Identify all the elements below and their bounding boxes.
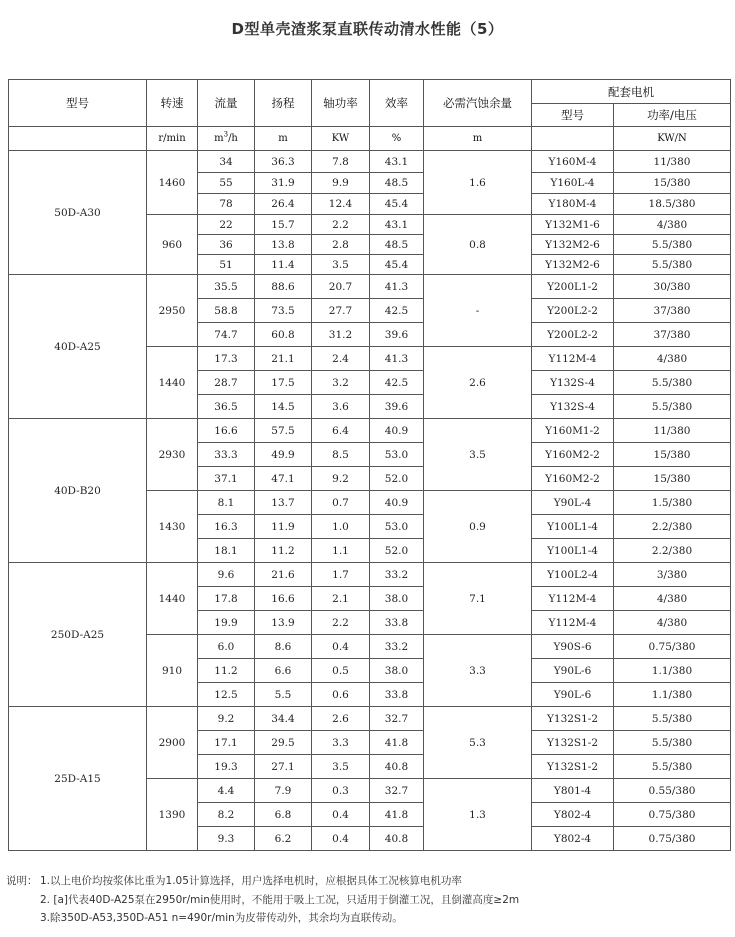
- shaft-power-cell: 2.8: [312, 235, 370, 255]
- head-cell: 7.9: [255, 779, 312, 803]
- motor-power-cell: 0.55/380: [614, 779, 731, 803]
- flow-cell: 17.1: [198, 731, 255, 755]
- efficiency-cell: 52.0: [370, 467, 424, 491]
- motor-power-cell: 5.5/380: [614, 395, 731, 419]
- shaft-power-cell: 3.3: [312, 731, 370, 755]
- motor-model-cell: Y160M2-2: [532, 443, 614, 467]
- shaft-power-cell: 0.3: [312, 779, 370, 803]
- motor-model-cell: Y200L2-2: [532, 323, 614, 347]
- motor-power-cell: 11/380: [614, 151, 731, 173]
- flow-cell: 78: [198, 194, 255, 215]
- shaft-power-cell: 0.5: [312, 659, 370, 683]
- motor-power-cell: 2.2/380: [614, 515, 731, 539]
- shaft-power-cell: 3.5: [312, 255, 370, 275]
- head-cell: 21.6: [255, 563, 312, 587]
- unit-head: m: [255, 127, 312, 151]
- flow-cell: 19.9: [198, 611, 255, 635]
- flow-cell: 51: [198, 255, 255, 275]
- header-model: 型号: [9, 80, 147, 127]
- head-cell: 5.5: [255, 683, 312, 707]
- head-cell: 26.4: [255, 194, 312, 215]
- head-cell: 6.6: [255, 659, 312, 683]
- note-text: 3.除350D-A53,350D-A51 n=490r/min为皮带传动外，其余均为直联传动。: [40, 912, 403, 924]
- flow-cell: 28.7: [198, 371, 255, 395]
- model-cell: 25D-A15: [9, 707, 147, 851]
- head-cell: 47.1: [255, 467, 312, 491]
- efficiency-cell: 33.8: [370, 611, 424, 635]
- head-cell: 11.4: [255, 255, 312, 275]
- header-motor: 配套电机: [532, 80, 731, 104]
- table-row: [9, 707, 731, 731]
- efficiency-cell: 32.7: [370, 779, 424, 803]
- efficiency-cell: 48.5: [370, 173, 424, 194]
- motor-model-cell: Y112M-4: [532, 587, 614, 611]
- shaft-power-cell: 3.5: [312, 755, 370, 779]
- efficiency-cell: 42.5: [370, 371, 424, 395]
- flow-cell: 9.6: [198, 563, 255, 587]
- head-cell: 29.5: [255, 731, 312, 755]
- flow-cell: 18.1: [198, 539, 255, 563]
- flow-cell: 16.3: [198, 515, 255, 539]
- efficiency-cell: 41.3: [370, 275, 424, 299]
- npsh-cell: 2.6: [424, 347, 532, 419]
- shaft-power-cell: 1.7: [312, 563, 370, 587]
- motor-power-cell: 5.5/380: [614, 755, 731, 779]
- head-cell: 88.6: [255, 275, 312, 299]
- motor-power-cell: 15/380: [614, 443, 731, 467]
- flow-cell: 19.3: [198, 755, 255, 779]
- shaft-power-cell: 0.4: [312, 635, 370, 659]
- npsh-cell: 0.8: [424, 215, 532, 275]
- note-row-2: [6, 891, 519, 910]
- motor-model-cell: Y100L2-4: [532, 563, 614, 587]
- flow-cell: 36: [198, 235, 255, 255]
- shaft-power-cell: 0.4: [312, 827, 370, 851]
- motor-model-cell: Y90S-6: [532, 635, 614, 659]
- motor-power-cell: 37/380: [614, 299, 731, 323]
- npsh-cell: 3.3: [424, 635, 532, 707]
- shaft-power-cell: 1.1: [312, 539, 370, 563]
- table-row: [9, 563, 731, 587]
- head-cell: 27.1: [255, 755, 312, 779]
- head-cell: 13.8: [255, 235, 312, 255]
- flow-cell: 37.1: [198, 467, 255, 491]
- shaft-power-cell: 6.4: [312, 419, 370, 443]
- npsh-cell: 1.6: [424, 151, 532, 215]
- note-row-1: [6, 872, 519, 891]
- motor-power-cell: 1.1/380: [614, 683, 731, 707]
- speed-cell: 960: [147, 215, 198, 275]
- speed-cell: 1460: [147, 151, 198, 215]
- shaft-power-cell: 31.2: [312, 323, 370, 347]
- efficiency-cell: 39.6: [370, 323, 424, 347]
- head-cell: 6.8: [255, 803, 312, 827]
- unit-flow-rest: /h: [228, 133, 238, 144]
- shaft-power-cell: 20.7: [312, 275, 370, 299]
- efficiency-cell: 33.2: [370, 635, 424, 659]
- npsh-cell: 1.3: [424, 779, 532, 851]
- motor-power-cell: 3/380: [614, 563, 731, 587]
- motor-model-cell: Y132S1-2: [532, 755, 614, 779]
- head-cell: 14.5: [255, 395, 312, 419]
- head-cell: 57.5: [255, 419, 312, 443]
- motor-model-cell: Y160M2-2: [532, 467, 614, 491]
- shaft-power-cell: 9.9: [312, 173, 370, 194]
- speed-cell: 2900: [147, 707, 198, 779]
- efficiency-cell: 40.8: [370, 755, 424, 779]
- efficiency-cell: 38.0: [370, 659, 424, 683]
- head-cell: 34.4: [255, 707, 312, 731]
- unit-motor-power: KW/N: [614, 127, 731, 151]
- note-row-3: [6, 909, 519, 928]
- motor-model-cell: Y90L-6: [532, 659, 614, 683]
- flow-cell: 17.8: [198, 587, 255, 611]
- shaft-power-cell: 3.2: [312, 371, 370, 395]
- flow-cell: 9.2: [198, 707, 255, 731]
- efficiency-cell: 40.8: [370, 827, 424, 851]
- motor-power-cell: 0.75/380: [614, 635, 731, 659]
- shaft-power-cell: 7.8: [312, 151, 370, 173]
- motor-model-cell: Y132S-4: [532, 395, 614, 419]
- efficiency-cell: 33.8: [370, 683, 424, 707]
- table-row: [9, 275, 731, 299]
- unit-flow: [198, 127, 255, 151]
- flow-cell: 33.3: [198, 443, 255, 467]
- motor-power-cell: 4/380: [614, 611, 731, 635]
- speed-cell: 1440: [147, 563, 198, 635]
- motor-model-cell: Y100L1-4: [532, 539, 614, 563]
- flow-cell: 12.5: [198, 683, 255, 707]
- motor-power-cell: 4/380: [614, 347, 731, 371]
- motor-power-cell: 15/380: [614, 467, 731, 491]
- efficiency-cell: 39.6: [370, 395, 424, 419]
- note-text: 1.以上电价均按浆体比重为1.05计算选择，用户选择电机时，应根据具体工况核算电机功率: [40, 875, 462, 887]
- flow-cell: 11.2: [198, 659, 255, 683]
- head-cell: 49.9: [255, 443, 312, 467]
- shaft-power-cell: 2.2: [312, 611, 370, 635]
- shaft-power-cell: 12.4: [312, 194, 370, 215]
- efficiency-cell: 40.9: [370, 491, 424, 515]
- unit-flow-base: m: [214, 133, 224, 144]
- motor-power-cell: 37/380: [614, 323, 731, 347]
- motor-power-cell: 18.5/380: [614, 194, 731, 215]
- shaft-power-cell: 0.7: [312, 491, 370, 515]
- header-shaft-power: 轴功率: [312, 80, 370, 127]
- flow-cell: 36.5: [198, 395, 255, 419]
- shaft-power-cell: 2.2: [312, 215, 370, 235]
- header-speed: 转速: [147, 80, 198, 127]
- unit-speed: r/min: [147, 127, 198, 151]
- motor-model-cell: Y90L-6: [532, 683, 614, 707]
- speed-cell: 1430: [147, 491, 198, 563]
- model-cell: 250D-A25: [9, 563, 147, 707]
- model-cell: 40D-A25: [9, 275, 147, 419]
- shaft-power-cell: 27.7: [312, 299, 370, 323]
- motor-model-cell: Y160M-4: [532, 151, 614, 173]
- motor-model-cell: Y132M2-6: [532, 255, 614, 275]
- motor-model-cell: Y132M2-6: [532, 235, 614, 255]
- head-cell: 6.2: [255, 827, 312, 851]
- motor-model-cell: Y132S1-2: [532, 731, 614, 755]
- shaft-power-cell: 2.4: [312, 347, 370, 371]
- unit-flow-sup: 3: [223, 130, 229, 139]
- unit-model-empty: [9, 127, 147, 151]
- efficiency-cell: 41.3: [370, 347, 424, 371]
- motor-power-cell: 2.2/380: [614, 539, 731, 563]
- table-row: [9, 151, 731, 173]
- motor-model-cell: Y802-4: [532, 803, 614, 827]
- motor-power-cell: 30/380: [614, 275, 731, 299]
- shaft-power-cell: 1.0: [312, 515, 370, 539]
- pump-performance-table: [8, 79, 731, 851]
- head-cell: 8.6: [255, 635, 312, 659]
- efficiency-cell: 41.8: [370, 731, 424, 755]
- efficiency-cell: 40.9: [370, 419, 424, 443]
- flow-cell: 22: [198, 215, 255, 235]
- shaft-power-cell: 3.6: [312, 395, 370, 419]
- motor-model-cell: Y112M-4: [532, 611, 614, 635]
- unit-npsh: m: [424, 127, 532, 151]
- flow-cell: 8.2: [198, 803, 255, 827]
- speed-cell: 1440: [147, 347, 198, 419]
- header-head: 扬程: [255, 80, 312, 127]
- shaft-power-cell: 9.2: [312, 467, 370, 491]
- motor-power-cell: 0.75/380: [614, 803, 731, 827]
- flow-cell: 4.4: [198, 779, 255, 803]
- npsh-cell: 7.1: [424, 563, 532, 635]
- motor-power-cell: 5.5/380: [614, 731, 731, 755]
- model-cell: 40D-B20: [9, 419, 147, 563]
- head-cell: 31.9: [255, 173, 312, 194]
- motor-power-cell: 15/380: [614, 173, 731, 194]
- flow-cell: 58.8: [198, 299, 255, 323]
- flow-cell: 16.6: [198, 419, 255, 443]
- motor-model-cell: Y802-4: [532, 827, 614, 851]
- motor-power-cell: 0.75/380: [614, 827, 731, 851]
- motor-model-cell: Y132M1-6: [532, 215, 614, 235]
- header-motor-model: 型号: [532, 104, 614, 127]
- motor-model-cell: Y200L1-2: [532, 275, 614, 299]
- efficiency-cell: 38.0: [370, 587, 424, 611]
- head-cell: 16.6: [255, 587, 312, 611]
- head-cell: 60.8: [255, 323, 312, 347]
- flow-cell: 35.5: [198, 275, 255, 299]
- head-cell: 15.7: [255, 215, 312, 235]
- shaft-power-cell: 0.4: [312, 803, 370, 827]
- table-body: [9, 151, 731, 851]
- motor-model-cell: Y132S-4: [532, 371, 614, 395]
- motor-power-cell: 4/380: [614, 215, 731, 235]
- npsh-cell: 0.9: [424, 491, 532, 563]
- header-flow: 流量: [198, 80, 255, 127]
- flow-cell: 34: [198, 151, 255, 173]
- motor-power-cell: 4/380: [614, 587, 731, 611]
- unit-shaft-power: KW: [312, 127, 370, 151]
- efficiency-cell: 45.4: [370, 255, 424, 275]
- table-row: [9, 419, 731, 443]
- motor-power-cell: 5.5/380: [614, 235, 731, 255]
- motor-model-cell: Y160L-4: [532, 173, 614, 194]
- npsh-cell: 5.3: [424, 707, 532, 779]
- model-cell: 50D-A30: [9, 151, 147, 275]
- motor-power-cell: 1.5/380: [614, 491, 731, 515]
- unit-motor-model-empty: [532, 127, 614, 151]
- flow-cell: 74.7: [198, 323, 255, 347]
- efficiency-cell: 33.2: [370, 563, 424, 587]
- flow-cell: 8.1: [198, 491, 255, 515]
- shaft-power-cell: 8.5: [312, 443, 370, 467]
- motor-model-cell: Y801-4: [532, 779, 614, 803]
- motor-model-cell: Y132S1-2: [532, 707, 614, 731]
- motor-model-cell: Y180M-4: [532, 194, 614, 215]
- head-cell: 11.9: [255, 515, 312, 539]
- speed-cell: 910: [147, 635, 198, 707]
- motor-power-cell: 11/380: [614, 419, 731, 443]
- motor-model-cell: Y90L-4: [532, 491, 614, 515]
- notes-label: 说明：: [6, 875, 38, 887]
- shaft-power-cell: 2.1: [312, 587, 370, 611]
- motor-model-cell: Y160M1-2: [532, 419, 614, 443]
- motor-model-cell: Y112M-4: [532, 347, 614, 371]
- head-cell: 11.2: [255, 539, 312, 563]
- head-cell: 21.1: [255, 347, 312, 371]
- motor-power-cell: 5.5/380: [614, 371, 731, 395]
- head-cell: 13.7: [255, 491, 312, 515]
- notes: [6, 872, 519, 928]
- shaft-power-cell: 2.6: [312, 707, 370, 731]
- speed-cell: 2930: [147, 419, 198, 491]
- efficiency-cell: 53.0: [370, 515, 424, 539]
- efficiency-cell: 43.1: [370, 151, 424, 173]
- efficiency-cell: 41.8: [370, 803, 424, 827]
- header-npsh: 必需汽蚀余量: [424, 80, 532, 127]
- npsh-cell: 3.5: [424, 419, 532, 491]
- head-cell: 17.5: [255, 371, 312, 395]
- speed-cell: 2950: [147, 275, 198, 347]
- page-title: D型单壳渣浆泵直联传动清水性能（5）: [231, 20, 504, 38]
- efficiency-cell: 52.0: [370, 539, 424, 563]
- flow-cell: 55: [198, 173, 255, 194]
- flow-cell: 9.3: [198, 827, 255, 851]
- motor-model-cell: Y200L2-2: [532, 299, 614, 323]
- motor-model-cell: Y100L1-4: [532, 515, 614, 539]
- efficiency-cell: 32.7: [370, 707, 424, 731]
- flow-cell: 17.3: [198, 347, 255, 371]
- speed-cell: 1390: [147, 779, 198, 851]
- note-text: 2. [a]代表40D-A25泵在2950r/min使用时，不能用于吸上工况，只适用于倒灌工况，且倒灌高度≥2m: [40, 893, 520, 906]
- head-cell: 36.3: [255, 151, 312, 173]
- efficiency-cell: 43.1: [370, 215, 424, 235]
- motor-power-cell: 1.1/380: [614, 659, 731, 683]
- efficiency-cell: 53.0: [370, 443, 424, 467]
- unit-efficiency: %: [370, 127, 424, 151]
- header-motor-power: 功率/电压: [614, 104, 731, 127]
- flow-cell: 6.0: [198, 635, 255, 659]
- motor-power-cell: 5.5/380: [614, 255, 731, 275]
- efficiency-cell: 42.5: [370, 299, 424, 323]
- head-cell: 13.9: [255, 611, 312, 635]
- shaft-power-cell: 0.6: [312, 683, 370, 707]
- efficiency-cell: 45.4: [370, 194, 424, 215]
- header-efficiency: 效率: [370, 80, 424, 127]
- efficiency-cell: 48.5: [370, 235, 424, 255]
- head-cell: 73.5: [255, 299, 312, 323]
- motor-power-cell: 5.5/380: [614, 707, 731, 731]
- npsh-cell: -: [424, 275, 532, 347]
